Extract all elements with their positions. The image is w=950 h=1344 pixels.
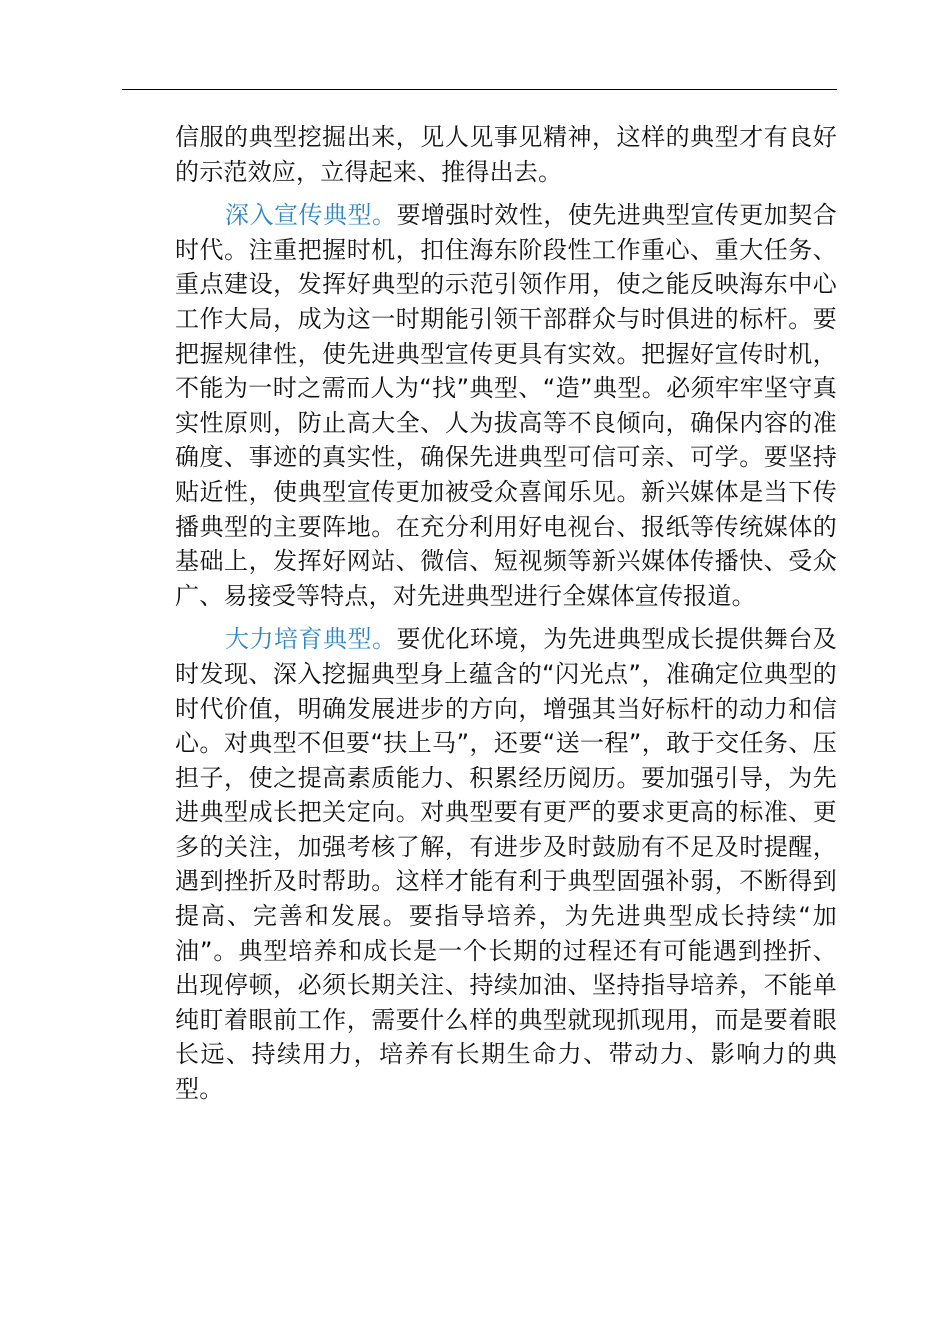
paragraph-text: 要优化环境，为先进典型成长提供舞台及时发现、深入挖掘典型身上蕴含的“闪光点”，准确定位典型的时代价值，明确发展进步的方向，增强其当好标杆的动力和信心。对典型不但要“扶上马”，还要“送一程”，敢于交任务、压担子，使之提高素质能力、积累经历阅历。要加强引导，为先进典型成长把关定向。对典型要有更严的要求更高的标准、更多的关注，加强考核了解，有进步及时鼓励有不足及时提醒，遇到挫折及时帮助。这样才能有利于典型固强补弱，不断得到提高、完善和发展。要指导培养，为先进典型成长持续“加油”。典型培养和成长是一个长期的过程还有可能遇到挫折、出现停顿，必须长期关注、持续加油、坚持指导培养，不能单纯盯着眼前工作，需要什么样的典型就现抓现用，而是要着眼长远、持续用力，培养有长期生命力、带动力、影响力的典型。	[175, 625, 837, 1104]
paragraph-publicize-models	[175, 198, 837, 613]
paragraph-text: 要增强时效性，使先进典型宣传更加契合时代。注重把握时机，扣住海东阶段性工作重心、重大任务、重点建设，发挥好典型的示范引领作用，使之能反映海东中心工作大局，成为这一时期能引领干部群众与时俱进的标杆。要把握规律性，使先进典型宣传更具有实效。把握好宣传时机，不能为一时之需而人为“找”典型、“造”典型。必须牢牢坚守真实性原则，防止高大全、人为拔高等不良倾向，确保内容的准确度、事迹的真实性，确保先进典型可信可亲、可学。要坚持贴近性，使典型宣传更加被受众喜闻乐见。新兴媒体是当下传播典型的主要阵地。在充分利用好电视台、报纸等传统媒体的基础上，发挥好网站、微信、短视频等新兴媒体传播快、受众广、易接受等特点，对先进典型进行全媒体宣传报道。	[175, 201, 837, 610]
paragraph-heading: 大力培育典型。	[225, 625, 397, 654]
header-divider	[122, 89, 837, 90]
paragraph-continuation	[175, 120, 837, 189]
document-body	[175, 120, 837, 1107]
paragraph-heading: 深入宣传典型。	[225, 201, 397, 230]
paragraph-text: 信服的典型挖掘出来，见人见事见精神，这样的典型才有良好的示范效应，立得起来、推得出去。	[175, 123, 837, 186]
paragraph-cultivate-models	[175, 622, 837, 1106]
